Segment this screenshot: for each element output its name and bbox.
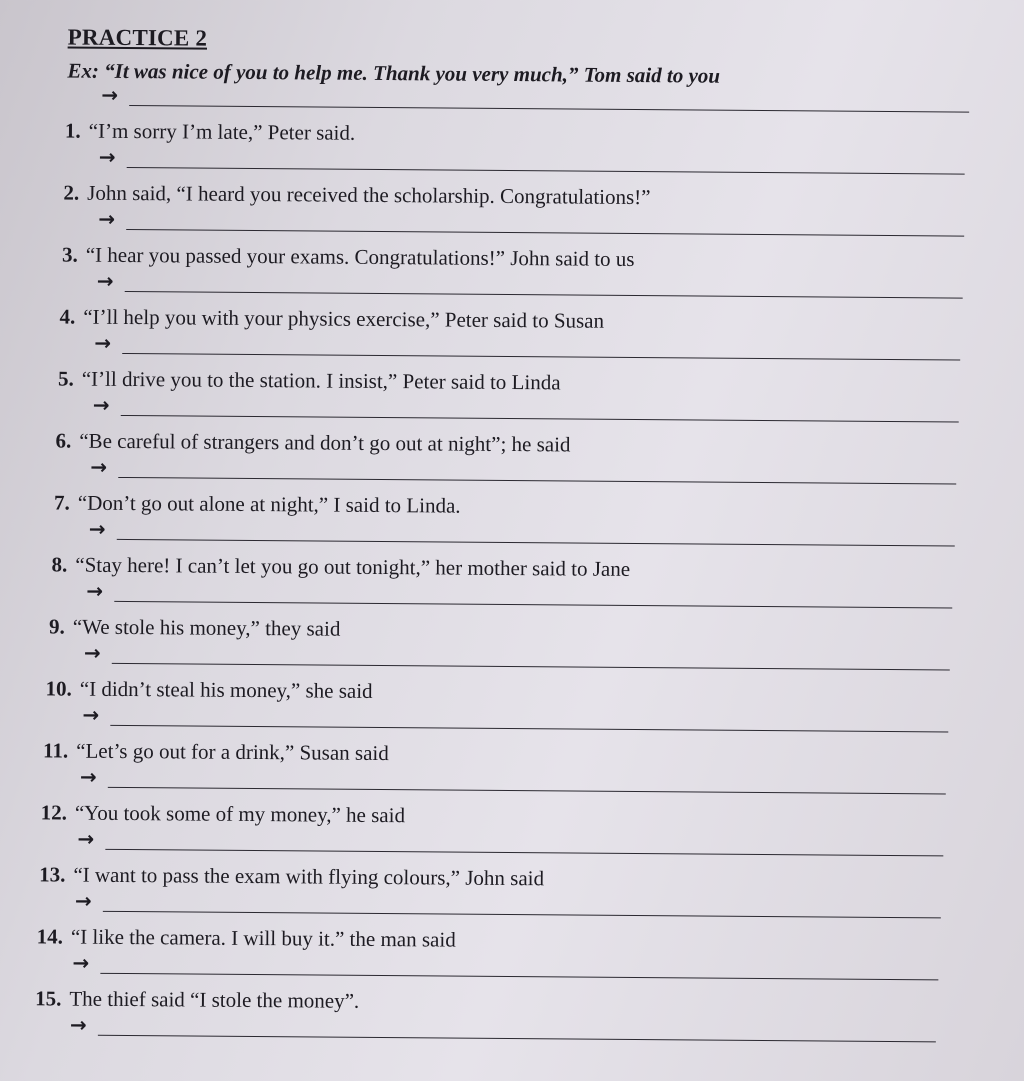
item-text: “Be careful of strangers and don’t go out at night”; he said — [79, 428, 571, 457]
arrow-icon: → — [98, 206, 116, 231]
item-number: 12. — [40, 800, 67, 825]
item-text: “We stole his money,” they said — [72, 614, 341, 641]
answer-blank — [122, 353, 960, 361]
answer-blank — [100, 973, 938, 981]
item-number: 10. — [45, 676, 72, 701]
answer-blank — [121, 415, 959, 423]
list-item — [35, 986, 359, 1014]
arrow-icon: → — [92, 392, 110, 417]
item-text: “I want to pass the exam with flying colours,” John said — [73, 862, 545, 891]
answer-blank — [114, 601, 952, 609]
arrow-icon: → — [88, 516, 106, 541]
list-item — [54, 490, 461, 518]
answer-blank — [110, 725, 948, 733]
item-number: 14. — [36, 924, 63, 949]
arrow-icon: → — [69, 1012, 87, 1037]
list-item — [58, 366, 561, 395]
list-item — [49, 614, 340, 641]
arrow-icon: → — [90, 454, 108, 479]
answer-blank — [125, 291, 963, 299]
item-number: 5. — [57, 366, 74, 391]
item-text: “Don’t go out alone at night,” I said to Linda. — [77, 490, 461, 518]
answer-blank — [98, 1035, 936, 1043]
answer-blank — [126, 229, 964, 237]
item-text: “You took some of my money,” he said — [74, 800, 406, 828]
list-item — [51, 552, 630, 582]
list-item — [43, 738, 389, 766]
arrow-icon: → — [96, 268, 114, 293]
arrow-icon: → — [74, 888, 92, 913]
arrow-icon: → — [83, 640, 101, 665]
item-number: 4. — [59, 304, 76, 329]
item-text: “I’m sorry I’m late,” Peter said. — [88, 118, 356, 145]
answer-blank — [108, 787, 946, 795]
item-number: 6. — [55, 428, 72, 453]
arrow-icon: → — [79, 764, 97, 789]
item-number: 2. — [63, 180, 80, 205]
list-item — [62, 242, 635, 271]
answer-blank — [117, 539, 955, 547]
list-item — [55, 428, 570, 457]
item-text: “I didn’t steal his money,” she said — [79, 676, 373, 703]
item-number: 8. — [51, 552, 68, 577]
list-item — [59, 304, 604, 333]
arrow-icon: → — [101, 82, 119, 107]
list-item — [63, 181, 650, 211]
item-number: 1. — [64, 118, 81, 143]
answer-blank — [129, 105, 969, 113]
list-item — [37, 924, 456, 952]
item-number: 7. — [53, 490, 70, 515]
page-title: PRACTICE 2 — [67, 24, 208, 51]
item-text: John said, “I heard you received the scholarship. Congratulations!” — [87, 180, 651, 210]
answer-blank — [118, 477, 956, 485]
arrow-icon: → — [86, 578, 104, 603]
item-text: “I like the camera. I will buy it.” the man said — [70, 924, 456, 952]
answer-blank — [127, 167, 965, 175]
item-text: “I’ll drive you to the station. I insist,” Peter said to Linda — [81, 366, 561, 395]
item-text: “Stay here! I can’t let you go out tonight,” her mother said to Jane — [75, 552, 631, 581]
arrow-icon: → — [82, 702, 100, 727]
arrow-icon: → — [98, 144, 116, 169]
example-sentence: Ex: “It was nice of you to help me. Thank you very much,” Tom said to you — [67, 58, 721, 88]
item-text: The thief said “I stole the money”. — [69, 986, 360, 1013]
list-item — [45, 676, 372, 704]
list-item — [41, 800, 406, 828]
list-item — [65, 119, 355, 146]
item-text: “I hear you passed your exams. Congratulations!” John said to us — [85, 242, 635, 271]
arrow-icon: → — [94, 330, 112, 355]
arrow-icon: → — [77, 826, 95, 851]
item-text: “I’ll help you with your physics exercise,” Peter said to Susan — [83, 304, 605, 333]
list-item — [39, 862, 544, 891]
item-number: 11. — [43, 738, 69, 763]
item-text: “Let’s go out for a drink,” Susan said — [76, 738, 389, 766]
item-number: 3. — [61, 242, 78, 267]
answer-blank — [105, 849, 943, 857]
item-number: 13. — [39, 862, 66, 887]
arrow-icon: → — [72, 950, 90, 975]
item-number: 15. — [35, 986, 62, 1011]
answer-blank — [112, 663, 950, 671]
item-number: 9. — [48, 614, 65, 639]
answer-blank — [103, 911, 941, 919]
